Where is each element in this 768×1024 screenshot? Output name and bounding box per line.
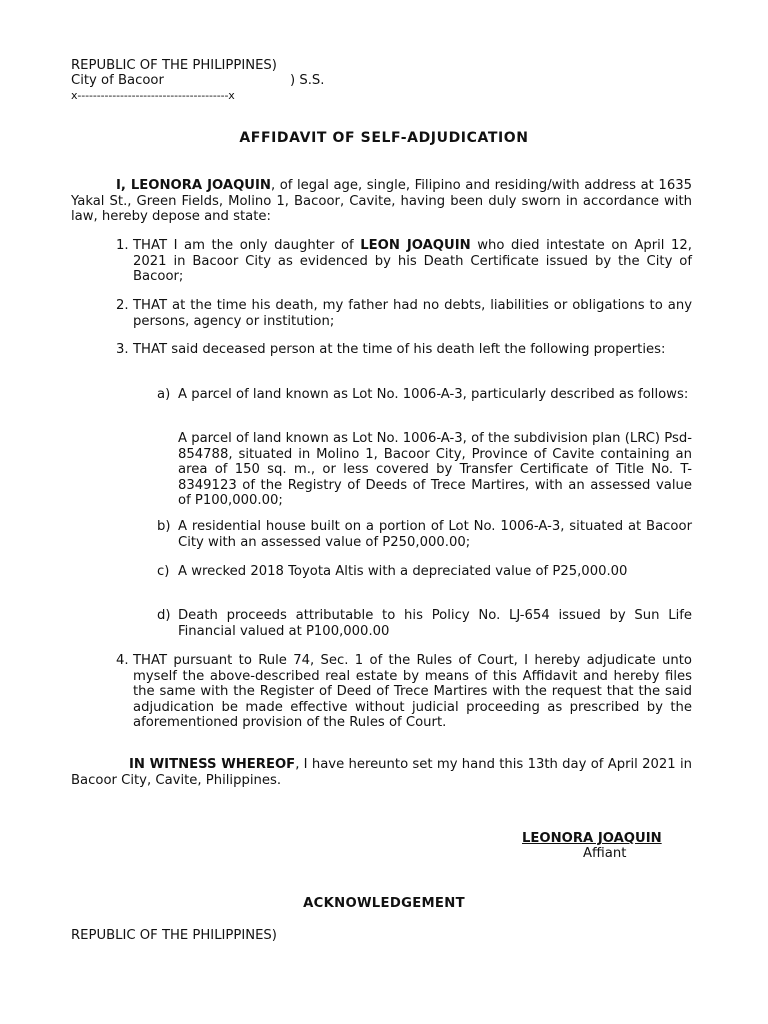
affiant-label: Affiant bbox=[583, 846, 627, 861]
item-number: 4. bbox=[116, 653, 129, 668]
affiant-signature-name: LEONORA JOAQUIN bbox=[522, 831, 662, 846]
property-letter: b) bbox=[157, 519, 171, 534]
affiant-name-intro: I, LEONORA JOAQUIN bbox=[116, 178, 271, 193]
witness-paragraph bbox=[71, 757, 692, 788]
item-3-text: THAT said deceased person at the time of his death left the following properties: bbox=[133, 342, 666, 357]
item-number: 1. bbox=[116, 238, 129, 253]
caption-city: City of Bacoor bbox=[71, 73, 164, 88]
item-2-text: THAT at the time his death, my father had no debts, liabilities or obligations to any persons, agency or institution; bbox=[133, 298, 692, 329]
property-d-text: Death proceeds attributable to his Policy No. LJ-654 issued by Sun Life Financial valued at P100,000.00 bbox=[178, 608, 692, 639]
property-letter: c) bbox=[157, 564, 170, 579]
acknowledgement-title: ACKNOWLEDGEMENT bbox=[303, 896, 465, 911]
item-1-text: THAT I am the only daughter of LEON JOAQUIN who died intestate on April 12, 2021 in Bacoor City as evidenced by his Death Certificate issued by the City of Bacoor; bbox=[133, 238, 692, 284]
property-b-text: A residential house built on a portion of Lot No. 1006-A-3, situated at Bacoor City with an assessed value of P250,000.00; bbox=[178, 519, 692, 550]
property-a-text: A parcel of land known as Lot No. 1006-A-3, particularly described as follows: bbox=[178, 387, 689, 402]
caption-republic: REPUBLIC OF THE PHILIPPINES) bbox=[71, 58, 277, 73]
item-number: 2. bbox=[116, 298, 129, 313]
caption-divider: x---------------------------------------x bbox=[71, 89, 235, 102]
property-letter: d) bbox=[157, 608, 171, 623]
acknowledgement-republic: REPUBLIC OF THE PHILIPPINES) bbox=[71, 928, 277, 943]
intro-paragraph bbox=[71, 178, 692, 225]
witness-heading: IN WITNESS WHEREOF bbox=[129, 757, 296, 772]
item-number: 3. bbox=[116, 342, 129, 357]
property-a-description: A parcel of land known as Lot No. 1006-A-3, of the subdivision plan (LRC) Psd-854788, situated in Molino 1, Bacoor City, Province of Cavite containing an area of 150 sq. m., or less covered by Transfer Certificate of Title No. T-8349123 of the Registry of Deeds of Trece Martires, with an assessed value of P100,000.00; bbox=[178, 431, 692, 508]
property-letter: a) bbox=[157, 387, 171, 402]
item-4-text: THAT pursuant to Rule 74, Sec. 1 of the Rules of Court, I hereby adjudicate unto myself the above-described real estate by means of this Affidavit and hereby files the same with the Register of Deed of Trece Martires with the request that the said adjudication be made effective without judicial proceeding as prescribed by the aforementioned provision of the Rules of Court. bbox=[133, 653, 692, 730]
intro-text: , of legal age, single, Filipino and residing/with address at 1635 Yakal St., Green Fields, Molino 1, Bacoor, Cavite, having been duly sworn in accordance with law, hereby depose and state: bbox=[71, 178, 692, 224]
caption-ss: ) S.S. bbox=[290, 73, 325, 88]
witness-text: , I have hereunto set my hand this 13th day of April 2021 in Bacoor City, Cavite, Philippines. bbox=[71, 757, 692, 788]
property-c-text: A wrecked 2018 Toyota Altis with a depreciated value of P25,000.00 bbox=[178, 564, 628, 579]
document-title: AFFIDAVIT OF SELF-ADJUDICATION bbox=[239, 130, 529, 146]
decedent-name: LEON JOAQUIN bbox=[360, 238, 471, 253]
